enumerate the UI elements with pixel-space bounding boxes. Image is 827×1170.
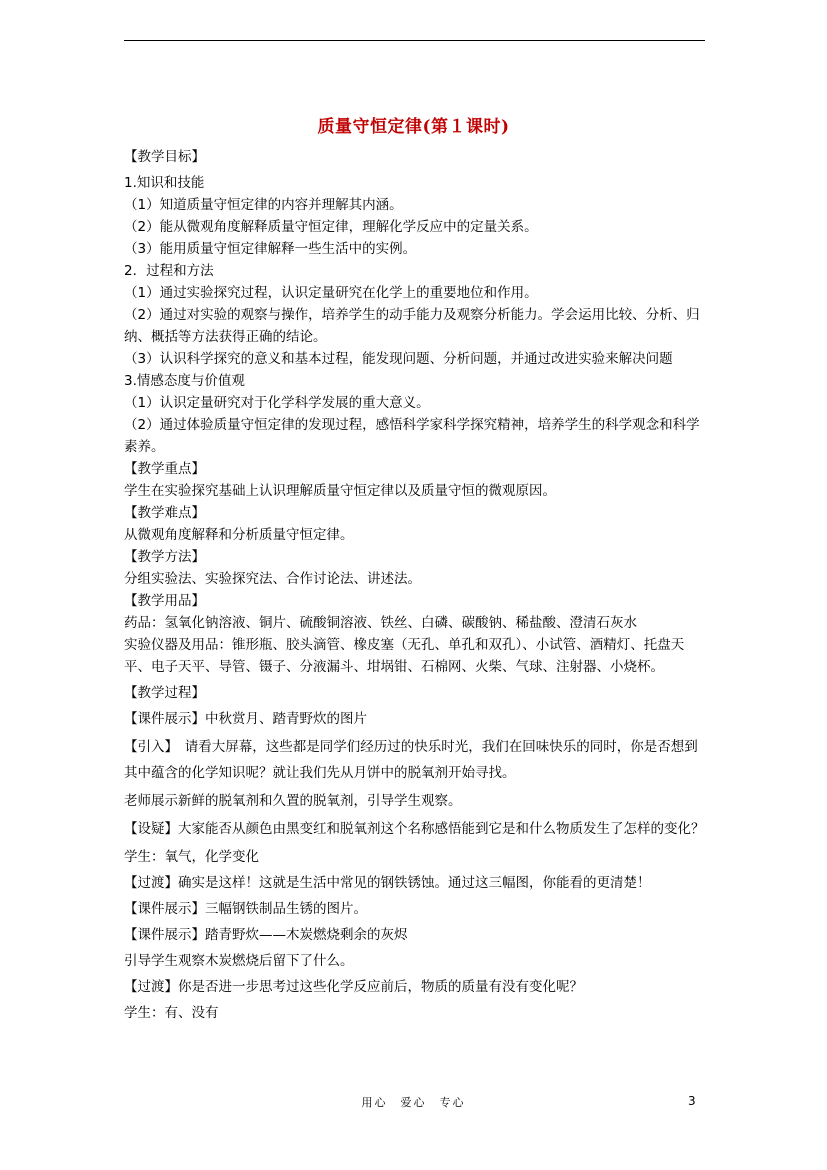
text-line: （3）能用质量守恒定律解释一些生活中的实例。 [124,241,417,257]
header-rule [124,40,705,41]
text-line: 【课件展示】踏青野炊——木炭燃烧剩余的灰烬 [124,927,408,943]
section-heading: 【教学过程】 [124,685,205,701]
text-line: 学生：有、没有 [124,1005,219,1021]
text-line: 【过渡】确实是这样！这就是生活中常见的钢铁锈蚀。通过这三幅图，你能看的更清楚！ [124,875,651,891]
section-heading: 【教学重点】 [124,461,205,477]
sub-heading: 2．过程和方法 [124,263,214,279]
section-heading: 【教学用品】 [124,593,205,609]
section-heading: 【教学目标】 [124,149,205,165]
text-paragraph: （2）通过对实验的观察与操作，培养学生的动手能力及观察分析能力。学会运用比较、分析、归纳、概括等方法获得正确的结论。 [124,307,700,345]
text-line: （1）通过实验探究过程，认识定量研究在化学上的重要地位和作用。 [124,285,538,301]
document-body [124,146,705,1024]
text-paragraph: （2）通过体验质量守恒定律的发现过程，感悟科学家科学探究精神，培养学生的科学观念和科学素养。 [124,417,700,455]
text-paragraph: （3）认识科学探究的意义和基本过程，能发现问题、分析问题，并通过改进实验来解决问题 [124,351,673,367]
text-paragraph: 实验仪器及用品：锥形瓶、胶头滴管、橡皮塞（无孔、单孔和双孔）、小试管、酒精灯、托盘天平、电子天平、导管、镊子、分液漏斗、坩埚钳、石棉网、火柴、气球、注射器、小烧杯。 [124,637,685,675]
section-heading: 【教学难点】 [124,505,205,521]
page-footer: 用心 爱心 专心 [361,1096,466,1109]
text-line: 从微观角度解释和分析质量守恒定律。 [124,527,354,543]
text-line: 引导学生观察木炭燃烧后留下了什么。 [124,953,354,969]
text-line: 【课件展示】三幅钢铁制品生锈的图片。 [124,901,367,917]
text-line: （1）认识定量研究对于化学科学发展的重大意义。 [124,395,430,411]
text-line: （2）能从微观角度解释质量守恒定律，理解化学反应中的定量关系。 [124,219,538,235]
page-title: 质量守恒定律(第１课时) [317,117,510,137]
text-line: 学生在实验探究基础上认识理解质量守恒定律以及质量守恒的微观原因。 [124,483,556,499]
page-number: 3 [688,1094,696,1108]
text-line: 老师展示新鲜的脱氧剂和久置的脱氧剂，引导学生观察。 [124,793,462,809]
text-line: 分组实验法、实验探究法、合作讨论法、讲述法。 [124,571,421,587]
sub-heading: 3.情感态度与价值观 [124,373,245,389]
section-heading: 【教学方法】 [124,549,205,565]
text-line: （1）知道质量守恒定律的内容并理解其内涵。 [124,197,403,213]
text-line: 学生：氧气，化学变化 [124,849,259,865]
sub-heading: 1.知识和技能 [124,175,205,191]
text-line: 【过渡】你是否进一步思考过这些化学反应前后，物质的质量有没有变化呢？ [124,979,583,995]
text-line: 药品：氢氧化钠溶液、铜片、硫酸铜溶液、铁丝、白磷、碳酸钠、稀盐酸、澄清石灰水 [124,615,637,631]
text-paragraph: 【设疑】大家能否从颜色由黑变红和脱氧剂这个名称感悟能到它是和什么物质发生了怎样的变化？ [124,821,705,837]
text-paragraph: 【引入】 请看大屏幕，这些都是同学们经历过的快乐时光，我们在回味快乐的同时，你是否想到其中蕴含的化学知识呢？就让我们先从月饼中的脱氧剂开始寻找。 [124,739,698,781]
text-line: 【课件展示】中秋赏月、踏青野炊的图片 [124,711,367,727]
